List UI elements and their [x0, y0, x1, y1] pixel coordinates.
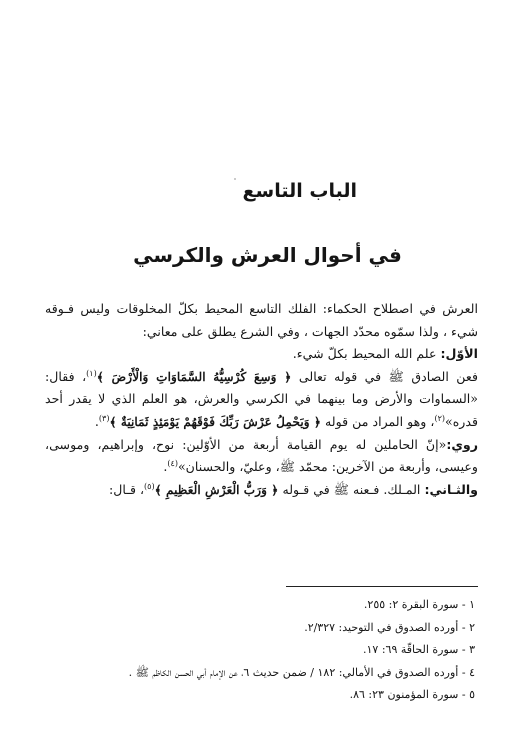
narration-text: ، وهو المراد من قوله: [321, 413, 435, 429]
body-text: [45, 298, 478, 501]
footnote: ٤ - أورده الصدوق في الأمالي: ١٨٢ / ضمن حديث ٦، عن الإمام أبي الحسن الكاظم ﷺ .: [128, 665, 475, 679]
paragraph-sadiq-narration: [45, 366, 478, 434]
paragraph-first-meaning: [45, 343, 478, 366]
paragraph-second-meaning: [45, 479, 478, 502]
footnotes: [35, 594, 475, 707]
punctuation: .: [94, 413, 99, 429]
footnote-ref[interactable]: (٢): [434, 413, 445, 423]
footnote: ٥ - سورة المؤمنون ٢٣: ٨٦.: [349, 688, 475, 701]
footnote-ref[interactable]: (١): [86, 368, 97, 378]
first-text: علم الله المحيط بكلّ شيء.: [292, 346, 441, 362]
punctuation: .: [163, 459, 168, 475]
footnote: ٣ - سورة الحاقّة ٦٩: ١٧.: [363, 643, 475, 656]
footnote: ١ - سورة البقرة ٢: ٢٥٥.: [363, 598, 475, 611]
quran-verse: ﴿ وَيَحْمِلُ عَرْشَ رَبِّكَ فَوْقَهُمْ يَوْمَئِذٍ ثَمَانِيَةٌ ﴾: [109, 414, 321, 429]
chapter-label: الباب التاسع: [242, 180, 357, 202]
narration-quote: ، فقال: «السماوات والأرض وما بينهما في الكرسي والعرش، هو العلم الذي لا يقدر أحد قدره»: [45, 368, 478, 429]
footnote: ٢ - أورده الصدوق في التوحيد: ٢/٣٢٧.: [304, 620, 475, 634]
footnote-ref[interactable]: (٥): [144, 481, 155, 491]
chapter-title: في أحوال العرش والكرسي: [133, 243, 402, 267]
second-label: والثـاني:: [424, 481, 478, 497]
narration-label: روي:: [446, 436, 478, 452]
second-text-end: ، قـال:: [109, 481, 145, 497]
quran-verse: ﴿ وَرَبُّ الْعَرْشِ الْعَظِيمِ ﴾: [154, 482, 279, 497]
footnote-divider: [286, 586, 478, 587]
first-label: الأوّل:: [440, 346, 478, 362]
second-text: المـلك. فـعنه ﷺ في قـوله: [278, 481, 425, 497]
quran-verse: ﴿ وَسِعَ كُرْسِيُّهُ السَّمَاوَاتِ وَالْأَرْضَ ﴾: [96, 369, 292, 384]
narration-text: «إنّ الحاملين له يوم القيامة أربعة من الأوّلين: نوح، وإبراهيم، وموسى، وعيسى، وأربعة من الآخرين: محمّد ﷺ، وعليّ، والحسنان»: [45, 436, 478, 475]
narration-intro: فعن الصادق ﷺ في قوله تعالى: [291, 368, 478, 384]
paragraph-definition: العرش في اصطلاح الحكماء: الفلك التاسع المحيط بكلّ المخلوقات وليس فـوقه شيء ، ولذا سمّوه محدّد الجهات ، وفي الشرع يطلق على معاني:: [45, 301, 478, 339]
footnote-ref[interactable]: (٤): [167, 458, 178, 468]
paragraph-narration: [45, 434, 478, 479]
footnote-ref[interactable]: (٣): [98, 413, 110, 423]
